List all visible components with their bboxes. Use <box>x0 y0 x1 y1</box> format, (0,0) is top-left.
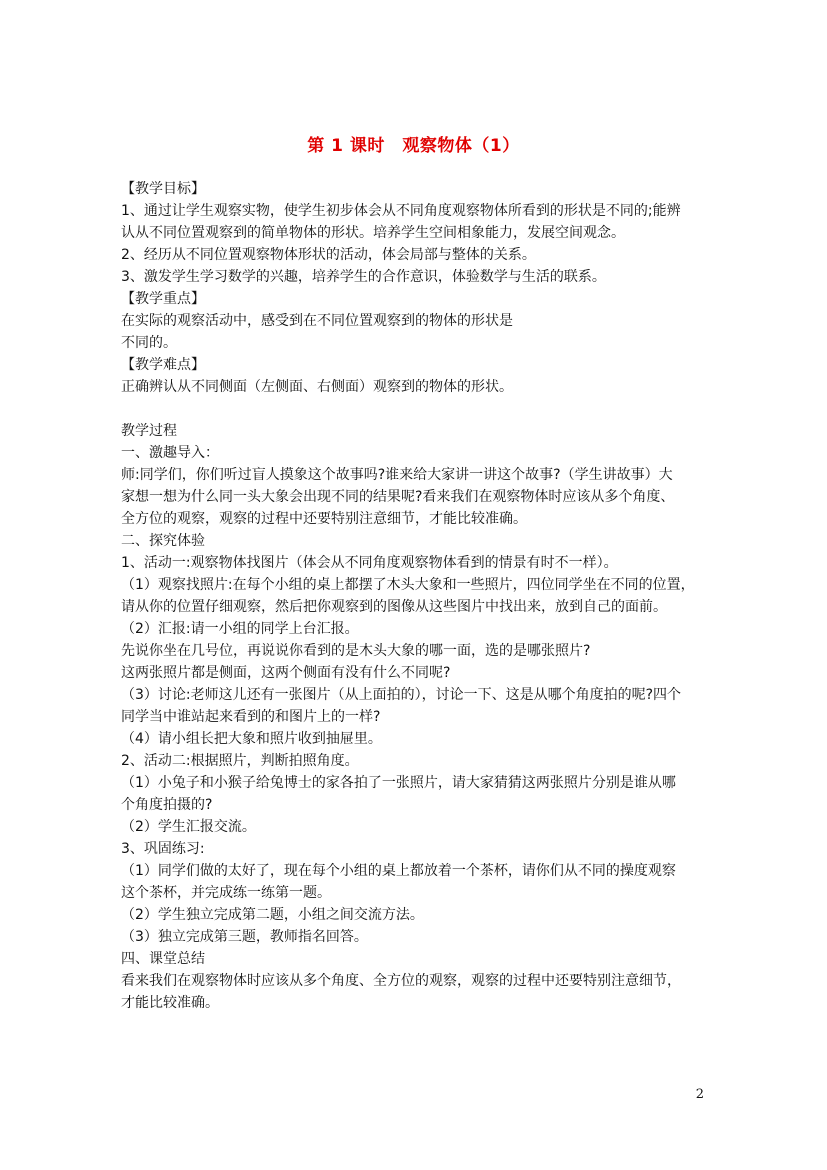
lesson-title: 第 1 课时 观察物体（1） <box>307 136 520 156</box>
goals-line: 2、经历从不同位置观察物体形状的活动，体会局部与整体的关系。 <box>121 247 536 263</box>
process-line: 先说你坐在几号位，再说说你看到的是木头大象的哪一面，选的是哪张照片? <box>121 643 591 659</box>
key-heading: 【教学重点】 <box>121 291 205 307</box>
process-line: （1）同学们做的太好了，现在每个小组的桌上都放着一个茶杯，请你们从不同的操度观察 <box>121 863 676 879</box>
process-line: 四、课堂总结 <box>121 951 205 967</box>
process-line: （2）汇报:请一小组的同学上台汇报。 <box>121 621 359 637</box>
goals-line: 3、激发学生学习数学的兴趣，培养学生的合作意识，体验数学与生活的联系。 <box>121 269 606 285</box>
process-line: 才能比较准确。 <box>121 995 219 1011</box>
page-number: 2 <box>695 1087 704 1102</box>
process-line: （1）小兔子和小猴子给兔博士的家各拍了一张照片，请大家猜猜这两张照片分别是谁从哪 <box>121 775 676 791</box>
difficulty-heading: 【教学难点】 <box>121 357 205 373</box>
process-line: （2）学生汇报交流。 <box>121 819 256 835</box>
process-line: 1、活动一:观察物体找图片（体会从不同角度观察物体看到的情景有时不一样）。 <box>121 555 618 571</box>
difficulty-line: 正确辨认从不同侧面（左侧面、右侧面）观察到的物体的形状。 <box>121 379 513 395</box>
process-line: 师:同学们，你们听过盲人摸象这个故事吗?谁来给大家讲一讲这个故事?（学生讲故事）大 <box>121 467 673 483</box>
process-line: 同学当中谁站起来看到的和图片上的一样? <box>121 709 381 725</box>
document-body <box>121 178 721 1014</box>
process-line: （1）观察找照片:在每个小组的桌上都摆了木头大象和一些照片，四位同学坐在不同的位置， <box>121 577 695 593</box>
key-line: 在实际的观察活动中，感受到在不同位置观察到的物体的形状是 <box>121 313 513 329</box>
process-line: 这个茶杯，并完成练一练第一题。 <box>121 885 331 901</box>
process-line: 一、激趣导入： <box>121 445 219 461</box>
process-line: 3、巩固练习: <box>121 841 205 857</box>
key-line: 不同的。 <box>121 335 177 351</box>
process-line: （3）独立完成第三题，教师指名回答。 <box>121 929 368 945</box>
goals-line: 1、通过让学生观察实物，使学生初步体会从不同角度观察物体所看到的形状是不同的;能辨 <box>121 203 681 219</box>
goals-heading: 【教学目标】 <box>121 181 205 197</box>
process-line: 家想一想为什么同一头大象会出现不同的结果呢?看来我们在观察物体时应该从多个角度、 <box>121 489 675 505</box>
section-spacer <box>121 398 721 420</box>
goals-line: 认从不同位置观察到的简单物体的形状。培养学生空间相象能力，发展空间观念。 <box>121 225 625 241</box>
process-heading: 教学过程 <box>121 423 177 439</box>
process-line: 看来我们在观察物体时应该从多个角度、全方位的观察，观察的过程中还要特别注意细节， <box>121 973 681 989</box>
process-line: 2、活动二:根据照片，判断拍照角度。 <box>121 753 359 769</box>
process-line: 个角度拍摄的? <box>121 797 213 813</box>
process-line: 这两张照片都是侧面，这两个侧面有没有什么不同呢? <box>121 665 451 681</box>
process-line: 全方位的观察，观察的过程中还要特别注意细节，才能比较准确。 <box>121 511 527 527</box>
process-line: （2）学生独立完成第二题，小组之间交流方法。 <box>121 907 424 923</box>
process-line: （3）讨论:老师这儿还有一张图片（从上面拍的），讨论一下、这是从哪个角度拍的呢?四个 <box>121 687 682 703</box>
process-line: 二、探究体验 <box>121 533 205 549</box>
process-line: 请从你的位置仔细观察，然后把你观察到的图像从这些图片中找出来，放到自己的面前。 <box>121 599 667 615</box>
process-line: （4）请小组长把大象和照片收到抽屉里。 <box>121 731 382 747</box>
